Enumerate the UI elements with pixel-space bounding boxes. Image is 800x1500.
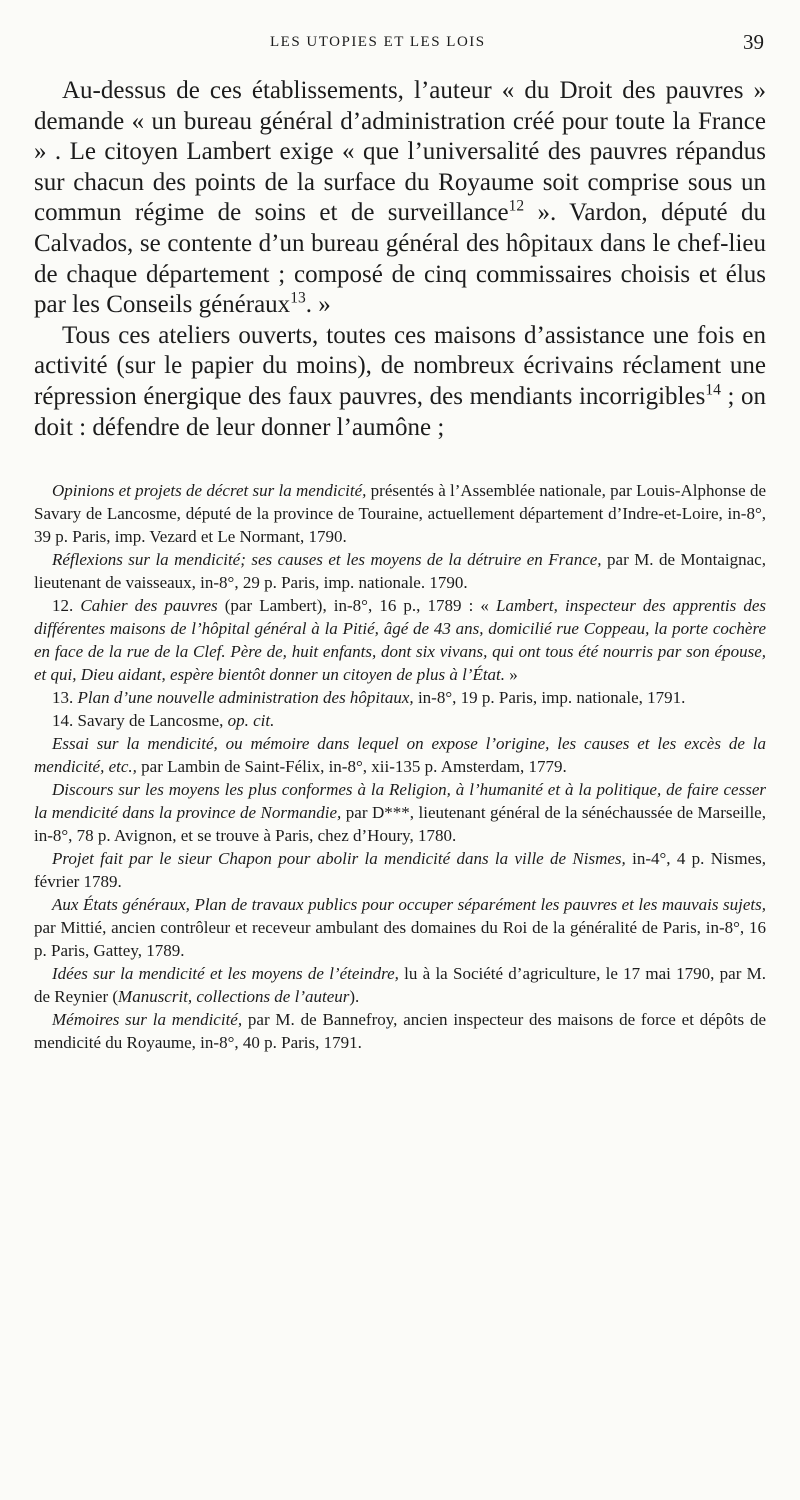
text-span: . »: [305, 291, 331, 319]
footnote-ref: 14: [705, 381, 721, 399]
work-title: Cahier des pauvres: [80, 596, 218, 616]
footnote-entry: [34, 962, 766, 1008]
footnote-number: 14.: [52, 711, 78, 731]
footnote-entry: [34, 847, 766, 893]
citation-text: lu à la Société d’agriculture, le 17 mai 1790, par M. de Reynier (: [34, 964, 766, 1007]
running-title: LES UTOPIES ET LES LOIS: [270, 34, 486, 50]
footnote-entry: [34, 686, 766, 709]
book-page: [34, 30, 766, 1054]
citation-text: in-4°, 4 p. Nismes, février 1789.: [34, 849, 767, 892]
text-span: ». Vardon, député du Calvados, se contente d’un bureau général des hôpitaux dans le chef-lieu de chaque département ; composé de cinq commissaires choisis et élus par les Conseils généraux: [34, 199, 766, 319]
citation-text: par D***, lieutenant général de la sénéchaussée de Marseille, in-8°, 78 p. Avignon, et se trouve à Paris, chez d’Houry, 1780.: [34, 803, 766, 846]
citation-text: »: [505, 665, 518, 685]
footnote-entry: [34, 732, 766, 778]
footnote-entry: [34, 594, 766, 686]
citation-text: présentés à l’Assemblée nationale, par Louis-Alphonse de Savary de Lancosme, député de la province de Touraine, actuellement département d’Indre-et-Loire, in-8°, 39 p. Paris, imp. Vezard et Le Normant, 1790.: [34, 481, 766, 547]
footnote-entry: [34, 893, 766, 962]
work-title: Aux États généraux, Plan de travaux publics pour occuper séparément les pauvres et les mauvais sujets,: [52, 895, 766, 915]
footnote-entry: [34, 479, 766, 548]
citation-text: par M. de Bannefroy, ancien inspecteur des maisons de force et dépôts de mendicité du Royaume, in-8°, 40 p. Paris, 1791.: [34, 1010, 766, 1053]
work-title: Opinions et projets de décret sur la mendicité,: [52, 481, 367, 501]
work-title: Projet fait par le sieur Chapon pour abolir la mendicité dans la ville de Nismes,: [52, 849, 626, 869]
footnotes: [34, 479, 766, 1054]
work-title: Discours sur les moyens les plus conformes à la Religion, à l’humanité et à la politique, de faire cesser la mendicité dans la province de Normandie,: [34, 780, 766, 823]
footnote-entry: [34, 778, 766, 847]
page-header: [34, 30, 766, 60]
citation-text: (par Lambert), in-8°, 16 p., 1789 : «: [217, 596, 497, 616]
work-title: Manuscrit, collections de l’auteur: [118, 987, 350, 1007]
work-title: Idées sur la mendicité et les moyens de l’éteindre,: [52, 964, 399, 984]
citation-text: in-8°, 19 p. Paris, imp. nationale, 1791.: [413, 688, 686, 708]
work-title: Mémoires sur la mendicité,: [52, 1010, 243, 1030]
work-title: op. cit.: [227, 711, 275, 731]
paragraph: [34, 321, 766, 443]
main-text: [34, 76, 766, 443]
citation-text: par Mittié, ancien contrôleur et receveur ambulant des domaines du Roi de la généralité de Paris, in-8°, 16 p. Paris, Gattey, 1789.: [34, 918, 766, 961]
citation-text: par M. de Montaignac, lieutenant de vaisseaux, in-8°, 29 p. Paris, imp. nationale. 1790.: [34, 550, 766, 593]
work-title: Essai sur la mendicité, ou mémoire dans lequel on expose l’origine, les causes et les excès de la mendicité, etc.,: [34, 734, 766, 777]
text-span: Au-dessus de ces établissements, l’auteur « du Droit des pauvres » demande « un bureau général d’administration créé pour toute la France » . Le citoyen Lambert exige « que l’universalité des pauvres répandus sur chacun des points de la surface du Royaume soit comprise sous un commun régime de soins et de surveillance: [34, 77, 766, 227]
text-span: ; on doit : défendre de leur donner l’aumône ;: [34, 382, 766, 441]
work-title: Réflexions sur la mendicité; ses causes et les moyens de la détruire en France,: [52, 550, 602, 570]
footnote-ref: 12: [508, 198, 525, 216]
citation-text: ).: [349, 987, 360, 1007]
footnote-number: 13.: [52, 688, 78, 708]
footnote-entry: [34, 548, 766, 594]
citation-text: Savary de Lancosme,: [77, 711, 228, 731]
paragraph: [34, 76, 766, 321]
footnote-entry: [34, 1008, 766, 1054]
page-number: 39: [743, 30, 764, 54]
citation-text: par Lambin de Saint-Félix, in-8°, xii-135 p. Amsterdam, 1779.: [136, 757, 567, 777]
text-span: Tous ces ateliers ouverts, toutes ces maisons d’assistance une fois en activité (sur le papier du moins), de nombreux écrivains réclament une répression énergique des faux pauvres, des mendiants incorrigibles: [34, 321, 766, 410]
footnote-entry: [34, 709, 766, 732]
footnote-ref: 13: [290, 289, 306, 307]
footnote-number: 12.: [52, 596, 81, 616]
quotation: Lambert, inspecteur des apprentis des différentes maisons de l’hôpital général à la Pitié, âgé de 43 ans, domicilié rue Coppeau, la porte cochère en face de la rue de la Clef. Père de, huit enfants, dont six vivans, qui ont tous été nourris par son épouse, et qui, Dieu aidant, espère bientôt donner un citoyen de plus à l’État.: [34, 596, 767, 685]
work-title: Plan d’une nouvelle administration des hôpitaux,: [77, 688, 414, 708]
